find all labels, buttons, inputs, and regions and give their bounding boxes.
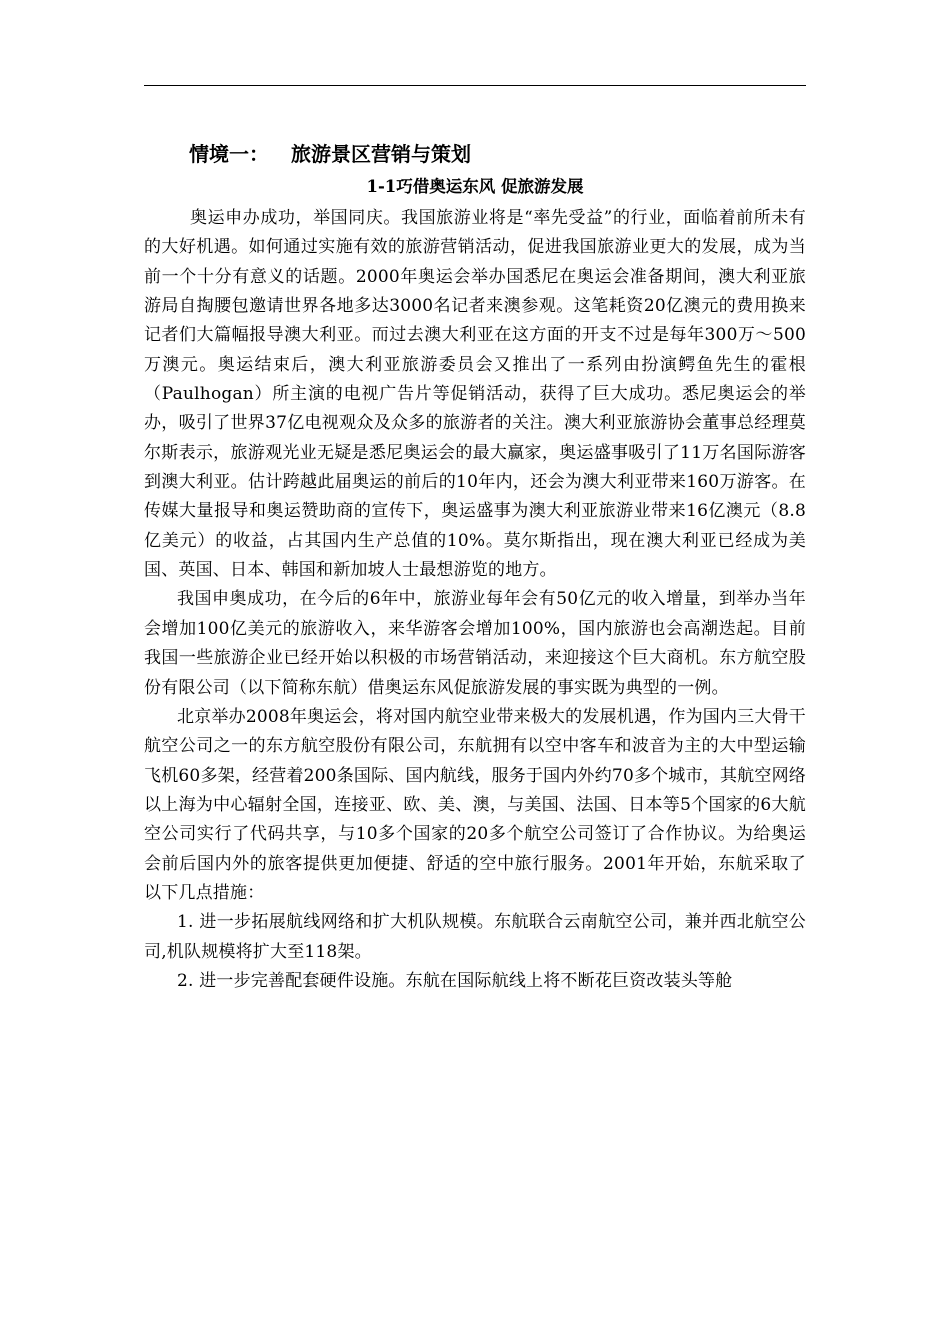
- list-item-1: 1. 进一步拓展航线网络和扩大机队规模。东航联合云南航空公司，兼并西北航空公司,机队规模将扩大至118架。: [144, 912, 806, 962]
- document-body: [144, 138, 806, 996]
- paragraph-3: 北京举办2008年奥运会，将对国内航空业带来极大的发展机遇，作为国内三大骨干航空公司之一的东方航空股份有限公司，东航拥有以空中客车和波音为主的大中型运输飞机60多架，经营着200条国际、国内航线，服务于国内外约70多个城市，其航空网络以上海为中心辐射全国，连接亚、欧、美、澳，与美国、法国、日本等5个国家的6大航空公司实行了代码共享，与10多个国家的20多个航空公司签订了合作协议。为给奥运会前后国内外的旅客提供更加便捷、舒适的空中旅行服务。2001年开始，东航采取了以下几点措施：: [144, 706, 806, 903]
- paragraph-2: 我国申奥成功，在今后的6年中，旅游业每年会有50亿元的收入增量，到举办当年会增加100亿美元的旅游收入，来华游客会增加100%，国内旅游也会高潮迭起。目前我国一些旅游企业已经开始以积极的市场营销活动，来迎接这个巨大商机。东方航空股份有限公司（以下简称东航）借奥运东风促旅游发展的事实既为典型的一例。: [144, 589, 806, 698]
- section-title: 旅游景区营销与策划: [291, 142, 471, 166]
- list-item-2: 2. 进一步完善配套硬件设施。东航在国际航线上将不断花巨资改装头等舱: [177, 970, 733, 991]
- article-title: 1-1巧借奥运东风 促旅游发展: [366, 177, 584, 196]
- header-rule: [144, 85, 806, 86]
- section-heading: [189, 138, 806, 172]
- paragraph-1: 奥运申办成功，举国同庆。我国旅游业将是“率先受益”的行业，面临着前所未有的大好机遇。如何通过实施有效的旅游营销活动，促进我国旅游业更大的发展，成为当前一个十分有意义的话题。2000年奥运会举办国悉尼在奥运会准备期间，澳大利亚旅游局自掏腰包邀请世界各地多达3000名记者来澳参观。这笔耗资20亿澳元的费用换来记者们大篇幅报导澳大利亚。而过去澳大利亚在这方面的开支不过是每年300万～500万澳元。奥运结束后，澳大利亚旅游委员会又推出了一系列由扮演鳄鱼先生的霍根（Paulhogan）所主演的电视广告片等促销活动，获得了巨大成功。悉尼奥运会的举办，吸引了世界37亿电视观众及众多的旅游者的关注。澳大利亚旅游协会董事总经理莫尔斯表示，旅游观光业无疑是悉尼奥运会的最大赢家，奥运盛事吸引了11万名国际游客到澳大利亚。估计跨越此届奥运的前后的10年内，还会为澳大利亚带来160万游客。在传媒大量报导和奥运赞助商的宣传下，奥运盛事为澳大利亚旅游业带来16亿澳元（8.8亿美元）的收益，占其国内生产总值的10%。莫尔斯指出，现在澳大利亚已经成为美国、英国、日本、韩国和新加坡人士最想游览的地方。: [144, 208, 806, 581]
- section-label: 情境一：: [189, 142, 269, 166]
